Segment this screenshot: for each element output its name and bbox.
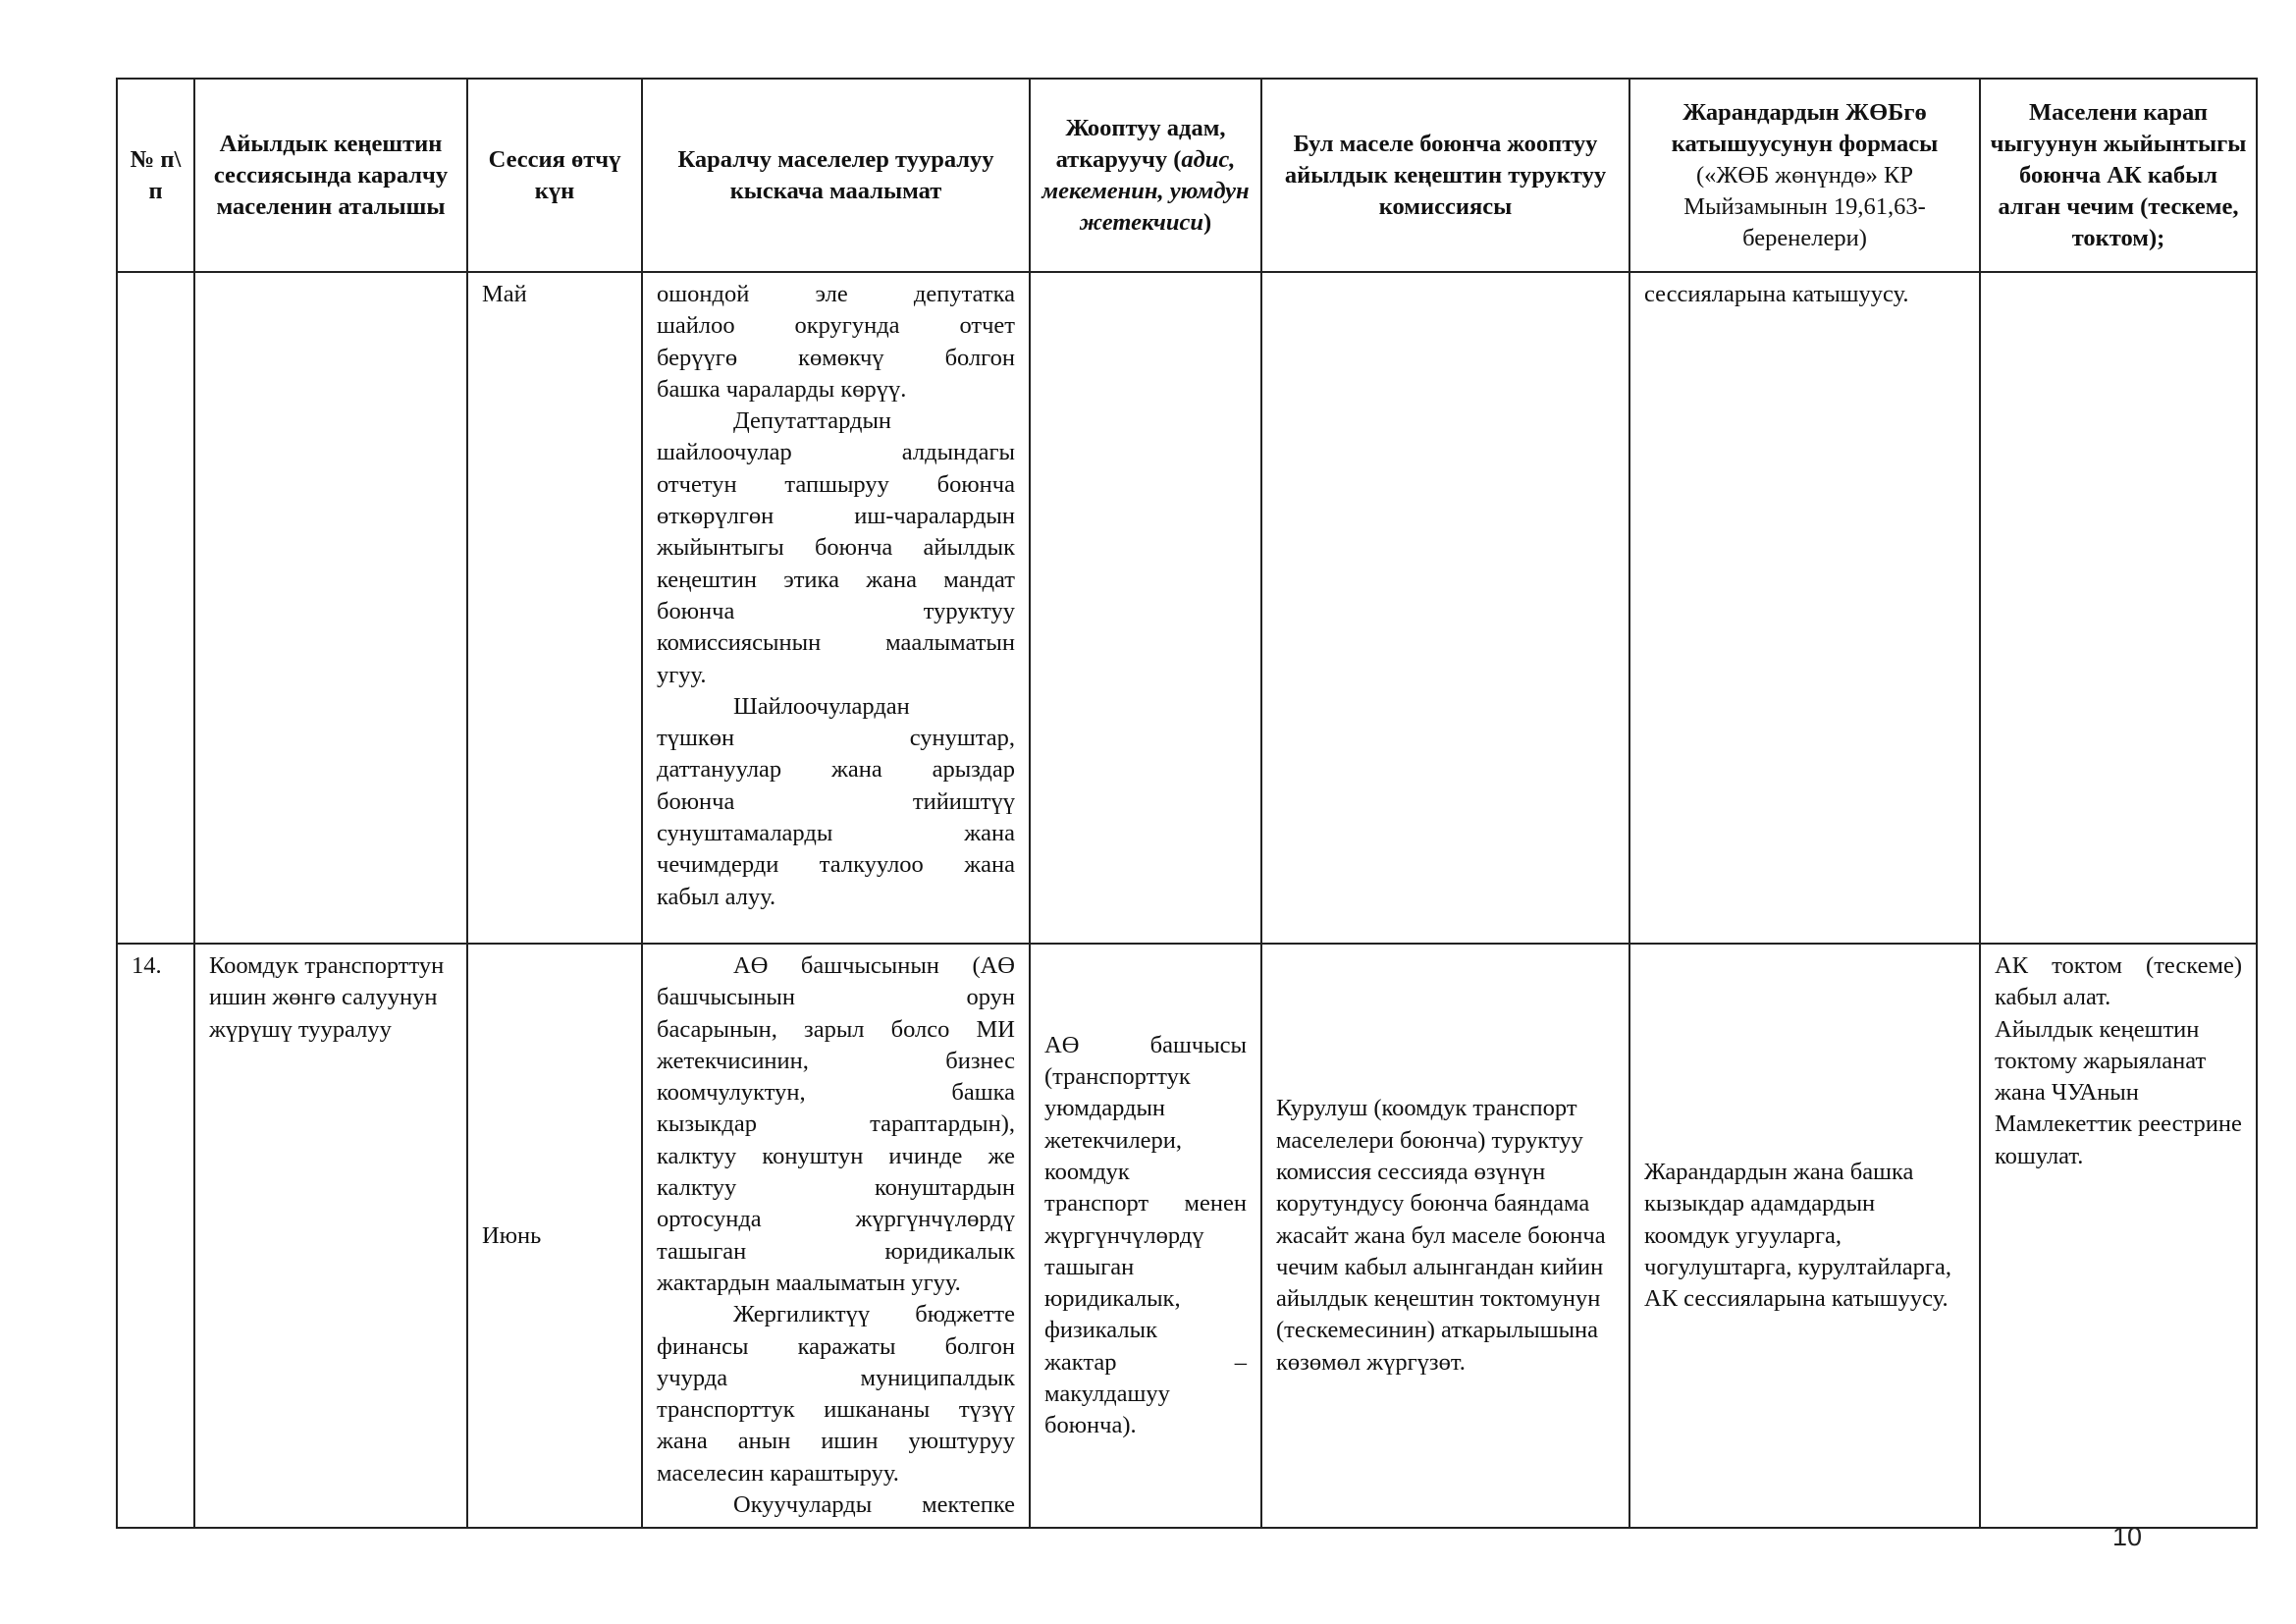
header-participation-law: («ЖӨБ жөнүндө» КР Мыйзамынын 19,61,63-беренелери) — [1683, 161, 1926, 251]
info-line: чечимдерди талкуулоо жана — [657, 851, 1015, 879]
info-line: кеңештин этика жана мандат — [657, 566, 1015, 593]
info-line: шайлоочулар алдындагы — [657, 439, 1015, 466]
responsible-line: макулдашуу — [1044, 1380, 1170, 1407]
info-line: Депутаттардын — [733, 407, 892, 435]
responsible-line: физикалык — [1044, 1317, 1157, 1344]
cell-commission — [1261, 272, 1629, 944]
cell-decision — [1980, 272, 2257, 944]
decision-line: АК токтом (тескеме) — [1995, 952, 2242, 979]
info-line: Жергиликтүү бюджетте — [733, 1301, 1015, 1328]
info-line: башчысынын орун — [657, 984, 1015, 1011]
info-line: маселесин караштыруу. — [657, 1459, 899, 1487]
info-line: комиссиясынын маалыматын — [657, 629, 1015, 657]
cell-number — [117, 272, 194, 944]
info-line: башка чараларды көрүү. — [657, 375, 907, 403]
info-line: калктуу конуштун ичинде же — [657, 1142, 1015, 1169]
info-line: өткөрүлгөн иш-чаралардын — [657, 503, 1015, 530]
info-line: отчетун тапшыруу боюнча — [657, 470, 1015, 498]
responsible-line: ташыган — [1044, 1253, 1135, 1280]
header-responsible — [1030, 79, 1261, 272]
info-line: коомчулуктун, башка — [657, 1079, 1015, 1107]
info-line: кызыкдар тараптардын), — [657, 1110, 1015, 1138]
cell-participation: сессияларына катышуусу. — [1629, 272, 1980, 944]
header-responsible-close: ) — [1203, 208, 1212, 236]
info-line: берүүгө көмөкчү болгон — [657, 344, 1015, 371]
header-responsible-main: Жооптуу адам, аткаруучу — [1055, 114, 1226, 173]
decision-line: Айылдык кеңештин токтому жарыяланат жана ЧУАнын Мамлекеттик реестрине кошулат. — [1995, 1015, 2242, 1169]
info-line: даттануулар жана арыздар — [657, 756, 1015, 784]
header-responsible-detail: адис, мекеменин, уюмдун жетекчиси — [1041, 145, 1250, 236]
decision-line: кабыл алат. — [1995, 984, 2111, 1011]
header-issue-title: Айылдык кеңештин сессиясында каралчу маселенин аталышы — [194, 79, 467, 272]
table-row — [117, 272, 2257, 944]
cell-responsible — [1030, 944, 1261, 1528]
cell-issue-title: Коомдук транспорттун ишин жөнгө салуунун жүрүшү тууралуу — [194, 944, 467, 1528]
cell-brief-info — [642, 272, 1030, 944]
table-header-row — [117, 79, 2257, 272]
responsible-line: боюнча). — [1044, 1412, 1137, 1439]
info-line: АӨ башчысынын (АӨ — [733, 952, 1015, 979]
header-brief-info: Каралчу маселелер тууралуу кыскача маалымат — [642, 79, 1030, 272]
info-line: кабыл алуу. — [657, 883, 776, 910]
responsible-line: жетекчилери, — [1044, 1126, 1183, 1154]
cell-session-date: Май — [467, 272, 642, 944]
info-line: басарынын, зарыл болсо МИ — [657, 1015, 1015, 1043]
info-line: түшкөн сунуштар, — [657, 725, 1015, 752]
header-session-date: Сессия өтчү күн — [467, 79, 642, 272]
info-line: Шайлоочулардан — [733, 692, 910, 720]
info-line: ошондой эле депутатка — [657, 281, 1015, 307]
header-responsible-open: ( — [1173, 145, 1182, 173]
responsible-line: (транспорттук — [1044, 1063, 1191, 1091]
responsible-line: коомдук — [1044, 1158, 1130, 1185]
info-line: жетекчисинин, бизнес — [657, 1047, 1015, 1074]
responsible-line: жактар – — [1044, 1348, 1247, 1376]
info-line: ташыган юридикалык — [657, 1237, 1015, 1265]
info-line: калктуу конуштардын — [657, 1174, 1015, 1202]
info-line: жактардын маалыматын угуу. — [657, 1269, 961, 1296]
info-line: сунуштамаларды жана — [657, 820, 1015, 847]
info-line: транспорттук ишкананы түзүү — [657, 1396, 1015, 1424]
responsible-line: жүргүнчүлөрдү — [1044, 1221, 1204, 1249]
info-line: боюнча туруктуу — [657, 597, 1015, 624]
header-number: № п\ п — [117, 79, 194, 272]
info-line: жыйынтыгы боюнча айылдык — [657, 534, 1015, 562]
table-row — [117, 944, 2257, 1528]
responsible-line: уюмдардын — [1044, 1095, 1166, 1122]
cell-participation: Жарандардын жана башка кызыкдар адамдардын коомдук угууларга, чогулуштарга, курултайларга, АК сессияларына катышуусу. — [1629, 944, 1980, 1528]
session-plan-table — [116, 78, 2258, 1529]
cell-decision — [1980, 944, 2257, 1528]
header-participation — [1629, 79, 1980, 272]
cell-number: 14. — [117, 944, 194, 1528]
info-line: жана анын ишин уюштуруу — [657, 1428, 1015, 1455]
cell-responsible — [1030, 272, 1261, 944]
info-line: угуу. — [657, 661, 707, 688]
cell-issue-title — [194, 272, 467, 944]
info-line: финансы каражаты болгон — [657, 1332, 1015, 1360]
info-line: боюнча тийиштүү — [657, 787, 1015, 815]
responsible-line: АӨ башчысы — [1044, 1031, 1247, 1058]
info-line: учурда муниципалдык — [657, 1364, 1015, 1391]
info-line: шайлоо округунда отчет — [657, 312, 1015, 340]
info-line: ортосунда жүргүнчүлөрдү — [657, 1206, 1015, 1233]
header-participation-main: Жарандардын ЖӨБгө катышуусунун формасы — [1671, 98, 1939, 157]
page-number: 10 — [2112, 1522, 2143, 1551]
header-commission: Бул маселе боюнча жооптуу айылдык кеңештин туруктуу комиссиясы — [1261, 79, 1629, 272]
cell-commission: Курулуш (коомдук транспорт маселелери боюнча) туруктуу комиссия сессияда өзүнүн корутундусу боюнча баяндама жасайт жана бул маселе боюнча чечим кабыл алынгандан кийин айылдык кеңештин токтомунун (тескемесинин) аткарылышына көзөмөл жүргүзөт. — [1261, 944, 1629, 1528]
header-decision: Маселени карап чыгуунун жыйынтыгы боюнча АК кабыл алган чечим (тескеме, токтом); — [1980, 79, 2257, 272]
responsible-line: транспорт менен — [1044, 1190, 1247, 1218]
info-line: Окуучуларды мектепке — [733, 1491, 1015, 1519]
cell-session-date: Июнь — [467, 944, 642, 1528]
responsible-line: юридикалык, — [1044, 1285, 1181, 1313]
cell-brief-info — [642, 944, 1030, 1528]
